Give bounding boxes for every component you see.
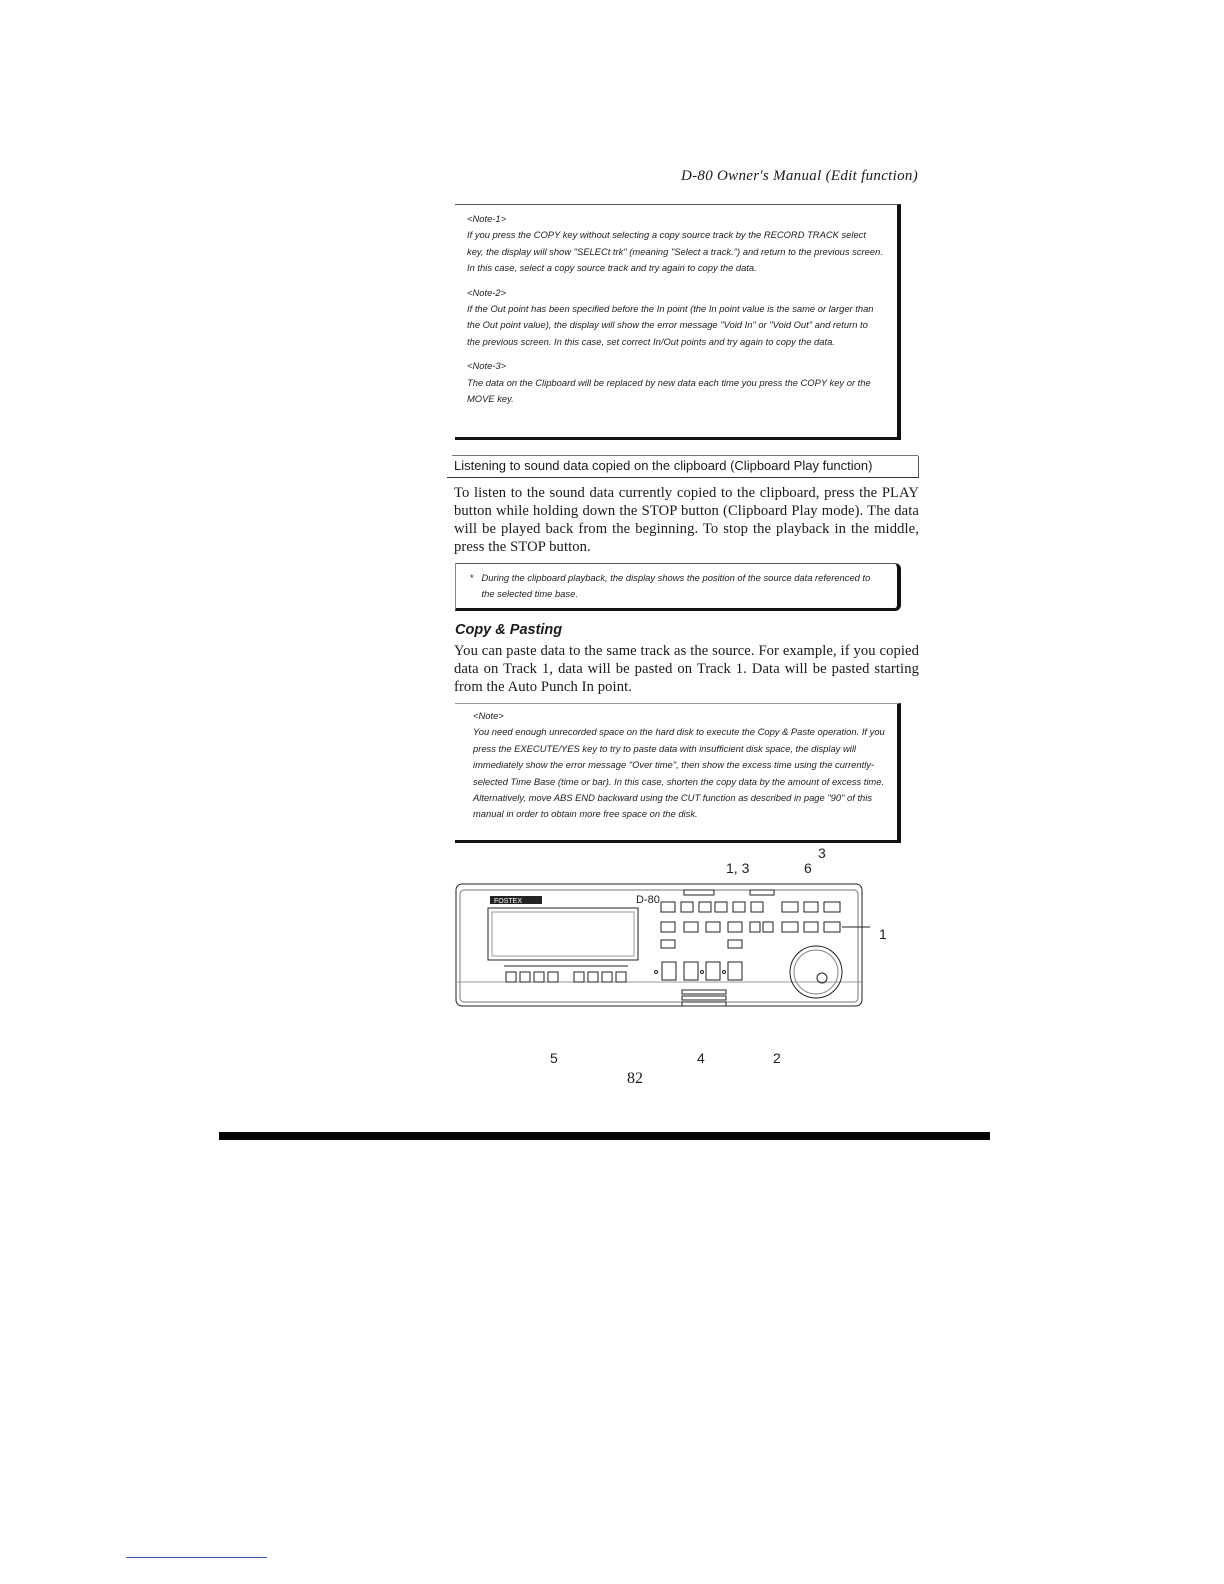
tip-text: During the clipboard playback, the display shows the position of the source data referenced to the selected time base. [481,572,871,600]
section-heading: Listening to sound data copied on the clipboard (Clipboard Play function) [447,456,919,478]
note-1-label: <Note-1> [467,213,507,224]
brand-logo-text: FOSTEX [494,898,523,905]
note-text: You need enough unrecorded space on the hard disk to execute the Copy & Paste operation. If you press the EXECUTE/YES key to try to paste data with insufficient disk space, the display will immediately show the error message "Over time", then show the excess time using the currently-selected Time Base (time or bar). In this case, shorten the copy data by the amount of excess time. Alternatively, move ABS END backward using the CUT function as described in page "90" of this manual in order to obtain more free space on the disk. [473,726,885,820]
page-number: 82 [627,1070,643,1087]
copy-paste-paragraph: You can paste data to the same track as the source. For example, if you copied data on Track 1, data will be pasted on Track 1. Data will be pasted starting from the Auto Punch In point. [454,643,919,695]
callout-4: 4 [697,1050,705,1066]
callout-1-right: 1 [879,926,887,942]
model-label: D-80 [636,894,660,906]
note-box-2 [455,703,901,843]
callout-6: 6 [804,860,812,876]
callout-5: 5 [550,1050,558,1066]
note-3-text: The data on the Clipboard will be replaced by new data each time you press the COPY key or the MOVE key. [467,376,871,405]
d80-front-panel-diagram [450,882,870,1032]
copy-paste-heading: Copy & Pasting [455,622,563,638]
callout-3-top: 3 [818,845,826,861]
page-header: D-80 Owner's Manual (Edit function) [680,168,918,184]
note-2-label: <Note-2> [467,286,507,298]
tip-bullet: * [470,572,474,583]
clipboard-play-paragraph: To listen to the sound data currently copied to the clipboard, press the PLAY button while holding down the STOP button (Clipboard Play mode). The data will be played back from the beginning. To stop the playback in the middle, press the STOP button. [454,485,919,555]
notes-box [455,204,901,440]
footer-line [126,1557,267,1558]
tip-box [455,563,901,611]
page-bottom-rule [219,1132,990,1140]
note-3-label: <Note-3> [467,360,507,372]
note-2-text: If the Out point has been specified before the In point (the In point value is the same or larger than the Out point value), the display will show the error message "Void In" or "Void Out" and return to the previous screen. In this case, set correct In/Out points and try again to copy the data. [467,303,874,347]
note-1-text: If you press the COPY key without selecting a copy source track by the RECORD TRACK select key, the display will show "SELECt trk" (meaning "Select a track.") and return to the previous screen. In this case, select a copy source track and try again to copy the data. [467,229,883,274]
callout-1-3: 1, 3 [726,860,750,876]
callout-2: 2 [773,1050,781,1066]
note-label: <Note> [473,710,504,721]
